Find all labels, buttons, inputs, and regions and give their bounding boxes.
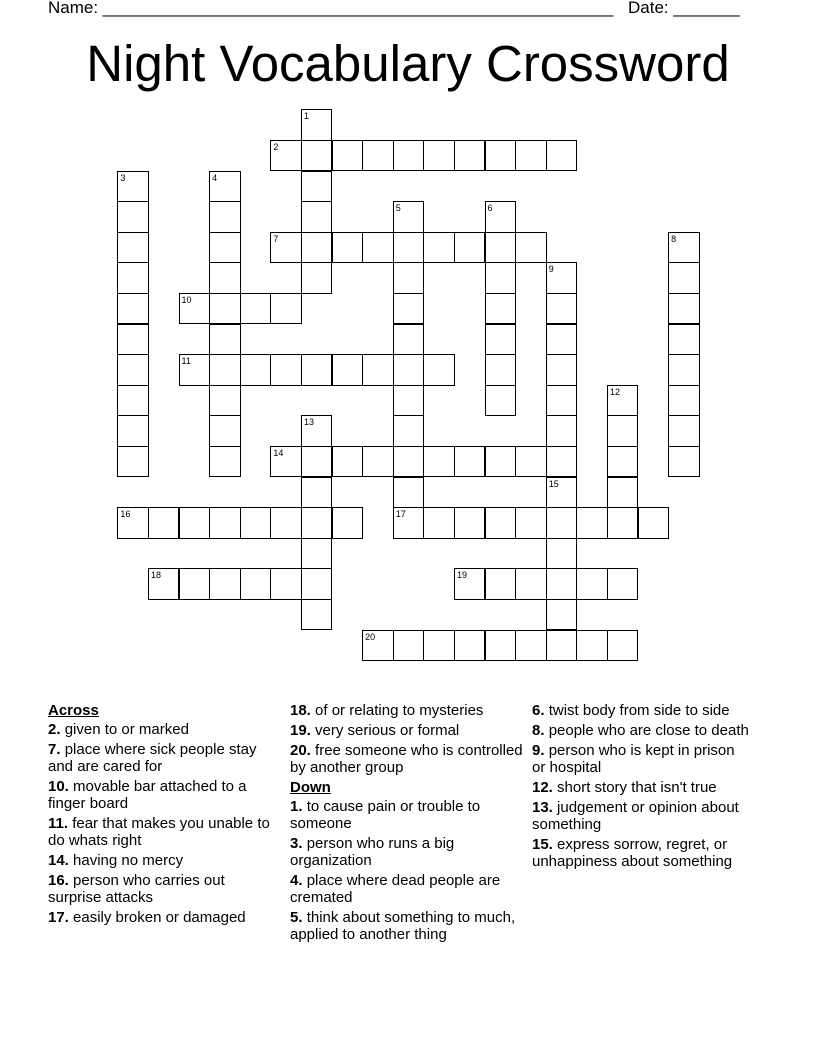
grid-cell[interactable] — [454, 446, 486, 478]
grid-cell[interactable] — [576, 568, 608, 600]
clue-number: 14 — [273, 447, 284, 458]
grid-cell[interactable] — [117, 507, 149, 539]
grid-cell[interactable] — [668, 446, 700, 478]
grid-cell[interactable] — [668, 232, 700, 264]
grid-cell[interactable] — [668, 293, 700, 325]
clue-down-13: 13. judgement or opinion about something — [532, 799, 739, 833]
clue-number: 1 — [303, 111, 309, 122]
clue-across-16: 16. person who carries out surprise attacks — [48, 872, 225, 906]
grid-cell[interactable] — [485, 201, 517, 233]
grid-cell[interactable] — [546, 507, 578, 539]
clue-number: 20 — [365, 631, 376, 642]
grid-cell[interactable] — [668, 324, 700, 356]
clue-number: 2 — [273, 141, 279, 152]
grid-cell[interactable] — [209, 201, 241, 233]
clue-number: 12 — [609, 386, 620, 397]
grid-cell[interactable] — [607, 446, 639, 478]
grid-cell[interactable] — [301, 171, 333, 203]
grid-cell[interactable] — [546, 599, 578, 631]
grid-cell[interactable] — [270, 293, 302, 325]
page-title: Night Vocabulary Crossword — [86, 35, 730, 92]
across-heading: Across — [48, 702, 99, 719]
grid-cell[interactable] — [362, 232, 394, 264]
grid-cell[interactable] — [423, 446, 455, 478]
grid-cell[interactable] — [485, 507, 517, 539]
clue-down-8: 8. people who are close to death — [532, 722, 749, 739]
grid-cell[interactable] — [240, 568, 272, 600]
grid-cell[interactable] — [607, 568, 639, 600]
grid-cell[interactable] — [301, 354, 333, 386]
grid-cell[interactable] — [117, 446, 149, 478]
grid-cell[interactable] — [546, 568, 578, 600]
clue-down-15: 15. express sorrow, regret, or unhappiness about something — [532, 836, 733, 870]
clue-across-18: 18. of or relating to mysteries — [290, 702, 484, 719]
grid-cell[interactable] — [576, 507, 608, 539]
clue-across-11: 11. fear that makes you unable to do whats right — [48, 815, 270, 849]
grid-cell[interactable] — [270, 568, 302, 600]
clue-across-10: 10. movable bar attached to a finger board — [48, 778, 247, 812]
grid-cell[interactable] — [454, 140, 486, 172]
grid-cell[interactable] — [301, 415, 333, 447]
grid-cell[interactable] — [301, 599, 333, 631]
grid-cell[interactable] — [209, 293, 241, 325]
grid-cell[interactable] — [393, 140, 425, 172]
grid-cell[interactable] — [546, 354, 578, 386]
grid-cell[interactable] — [301, 262, 333, 294]
grid-cell[interactable] — [607, 415, 639, 447]
clue-down-1: 1. to cause pain or trouble to someone — [290, 798, 481, 832]
grid-cell[interactable] — [576, 630, 608, 662]
grid-cell[interactable] — [117, 201, 149, 233]
grid-cell[interactable] — [454, 568, 486, 600]
grid-cell[interactable] — [485, 262, 517, 294]
clue-number: 18 — [150, 570, 161, 581]
grid-cell[interactable] — [148, 568, 180, 600]
clue-across-17: 17. easily broken or damaged — [48, 909, 246, 926]
clue-down-5: 5. think about something to much, applied to another thing — [290, 909, 516, 943]
grid-cell[interactable] — [423, 507, 455, 539]
grid-cell[interactable] — [209, 507, 241, 539]
grid-cell[interactable] — [485, 354, 517, 386]
grid-cell[interactable] — [668, 262, 700, 294]
grid-cell[interactable] — [546, 293, 578, 325]
clue-number: 10 — [181, 294, 192, 305]
clue-number: 16 — [120, 509, 131, 520]
grid-cell[interactable] — [423, 232, 455, 264]
grid-cell[interactable] — [117, 171, 149, 203]
grid-cell[interactable] — [546, 262, 578, 294]
clue-number: 8 — [671, 233, 677, 244]
grid-cell[interactable] — [209, 415, 241, 447]
grid-cell[interactable] — [485, 324, 517, 356]
grid-cell[interactable] — [546, 538, 578, 570]
clue-number: 4 — [212, 172, 218, 183]
grid-cell[interactable] — [117, 354, 149, 386]
clue-number: 15 — [548, 478, 559, 489]
grid-cell[interactable] — [270, 354, 302, 386]
grid-cell[interactable] — [209, 262, 241, 294]
clue-across-19: 19. very serious or formal — [290, 722, 460, 739]
grid-cell[interactable] — [546, 446, 578, 478]
grid-cell[interactable] — [668, 385, 700, 417]
grid-cell[interactable] — [270, 232, 302, 264]
date-field-label: Date: _______ — [628, 0, 740, 17]
clue-across-14: 14. having no mercy — [48, 852, 184, 869]
grid-cell[interactable] — [454, 232, 486, 264]
grid-cell[interactable] — [607, 385, 639, 417]
clue-number: 13 — [303, 417, 314, 428]
grid-cell[interactable] — [485, 140, 517, 172]
grid-cell[interactable] — [485, 568, 517, 600]
grid-cell[interactable] — [240, 354, 272, 386]
clue-down-3: 3. person who runs a big organization — [290, 835, 455, 869]
grid-cell[interactable] — [485, 293, 517, 325]
grid-cell[interactable] — [393, 354, 425, 386]
grid-cell[interactable] — [270, 140, 302, 172]
clue-number: 5 — [395, 203, 401, 214]
grid-cell[interactable] — [301, 109, 333, 141]
grid-cell[interactable] — [393, 385, 425, 417]
grid-cell[interactable] — [454, 630, 486, 662]
grid-cell[interactable] — [117, 232, 149, 264]
grid-cell[interactable] — [546, 630, 578, 662]
clue-number: 9 — [548, 264, 554, 275]
grid-cell[interactable] — [546, 415, 578, 447]
grid-cell[interactable] — [332, 507, 364, 539]
grid-cell[interactable] — [209, 232, 241, 264]
grid-cell[interactable] — [485, 446, 517, 478]
clues-column-3 — [532, 702, 752, 873]
clue-across-2: 2. given to or marked — [48, 721, 189, 738]
grid-cell[interactable] — [638, 507, 670, 539]
grid-cell[interactable] — [515, 507, 547, 539]
grid-cell[interactable] — [515, 568, 547, 600]
grid-cell[interactable] — [332, 140, 364, 172]
grid-cell[interactable] — [362, 446, 394, 478]
grid-cell[interactable] — [179, 507, 211, 539]
grid-cell[interactable] — [393, 201, 425, 233]
grid-cell[interactable] — [546, 140, 578, 172]
grid-cell[interactable] — [546, 477, 578, 509]
clue-number: 3 — [120, 172, 126, 183]
grid-cell[interactable] — [209, 446, 241, 478]
grid-cell[interactable] — [485, 630, 517, 662]
grid-cell[interactable] — [332, 354, 364, 386]
grid-cell[interactable] — [301, 140, 333, 172]
grid-cell[interactable] — [209, 324, 241, 356]
grid-cell[interactable] — [209, 568, 241, 600]
grid-cell[interactable] — [332, 446, 364, 478]
clue-across-20: 20. free someone who is controlled by another group — [290, 742, 523, 776]
grid-cell[interactable] — [485, 232, 517, 264]
grid-cell[interactable] — [393, 446, 425, 478]
grid-cell[interactable] — [454, 507, 486, 539]
grid-cell[interactable] — [423, 140, 455, 172]
grid-cell[interactable] — [607, 477, 639, 509]
grid-cell[interactable] — [240, 507, 272, 539]
grid-cell[interactable] — [209, 354, 241, 386]
grid-cell[interactable] — [668, 415, 700, 447]
grid-cell[interactable] — [240, 293, 272, 325]
clue-down-9: 9. person who is kept in prison or hospital — [532, 742, 735, 776]
grid-cell[interactable] — [301, 507, 333, 539]
grid-cell[interactable] — [393, 232, 425, 264]
grid-cell[interactable] — [393, 293, 425, 325]
clues-column-1 — [48, 702, 273, 929]
grid-cell[interactable] — [117, 293, 149, 325]
clue-down-6: 6. twist body from side to side — [532, 702, 730, 719]
grid-cell[interactable] — [393, 324, 425, 356]
grid-cell[interactable] — [117, 324, 149, 356]
grid-cell[interactable] — [393, 262, 425, 294]
clue-down-4: 4. place where dead people are cremated — [290, 872, 501, 906]
grid-cell[interactable] — [301, 232, 333, 264]
grid-cell[interactable] — [668, 354, 700, 386]
grid-cell[interactable] — [117, 262, 149, 294]
down-heading: Down — [290, 779, 331, 796]
name-field-label: Name: ______________________________________________________ — [48, 0, 614, 17]
grid-cell[interactable] — [607, 630, 639, 662]
grid-cell[interactable] — [393, 630, 425, 662]
grid-cell[interactable] — [117, 415, 149, 447]
grid-cell[interactable] — [515, 446, 547, 478]
clue-number: 11 — [181, 356, 191, 367]
grid-cell[interactable] — [607, 507, 639, 539]
grid-cell[interactable] — [423, 630, 455, 662]
grid-cell[interactable] — [393, 507, 425, 539]
grid-cell[interactable] — [546, 385, 578, 417]
grid-cell[interactable] — [270, 507, 302, 539]
grid-cell[interactable] — [270, 446, 302, 478]
clue-number: 6 — [487, 203, 493, 214]
grid-cell[interactable] — [301, 538, 333, 570]
grid-cell[interactable] — [393, 477, 425, 509]
grid-cell[interactable] — [148, 507, 180, 539]
grid-cell[interactable] — [301, 446, 333, 478]
grid-cell[interactable] — [423, 354, 455, 386]
clues-column-2 — [290, 702, 525, 946]
grid-cell[interactable] — [301, 201, 333, 233]
grid-cell[interactable] — [332, 232, 364, 264]
clue-across-7: 7. place where sick people stay and are cared for — [48, 741, 257, 775]
grid-cell[interactable] — [362, 140, 394, 172]
clue-down-12: 12. short story that isn't true — [532, 779, 717, 796]
grid-cell[interactable] — [362, 354, 394, 386]
grid-cell[interactable] — [515, 630, 547, 662]
grid-cell[interactable] — [179, 354, 211, 386]
grid-cell[interactable] — [179, 568, 211, 600]
clue-number: 7 — [273, 233, 279, 244]
grid-cell[interactable] — [209, 171, 241, 203]
grid-cell[interactable] — [301, 477, 333, 509]
grid-cell[interactable] — [515, 140, 547, 172]
grid-cell[interactable] — [179, 293, 211, 325]
grid-cell[interactable] — [209, 385, 241, 417]
grid-cell[interactable] — [301, 568, 333, 600]
clue-number: 17 — [395, 509, 406, 520]
grid-cell[interactable] — [515, 232, 547, 264]
grid-cell[interactable] — [362, 630, 394, 662]
grid-cell[interactable] — [546, 324, 578, 356]
grid-cell[interactable] — [393, 415, 425, 447]
grid-cell[interactable] — [485, 385, 517, 417]
grid-cell[interactable] — [117, 385, 149, 417]
clue-number: 19 — [456, 570, 467, 581]
